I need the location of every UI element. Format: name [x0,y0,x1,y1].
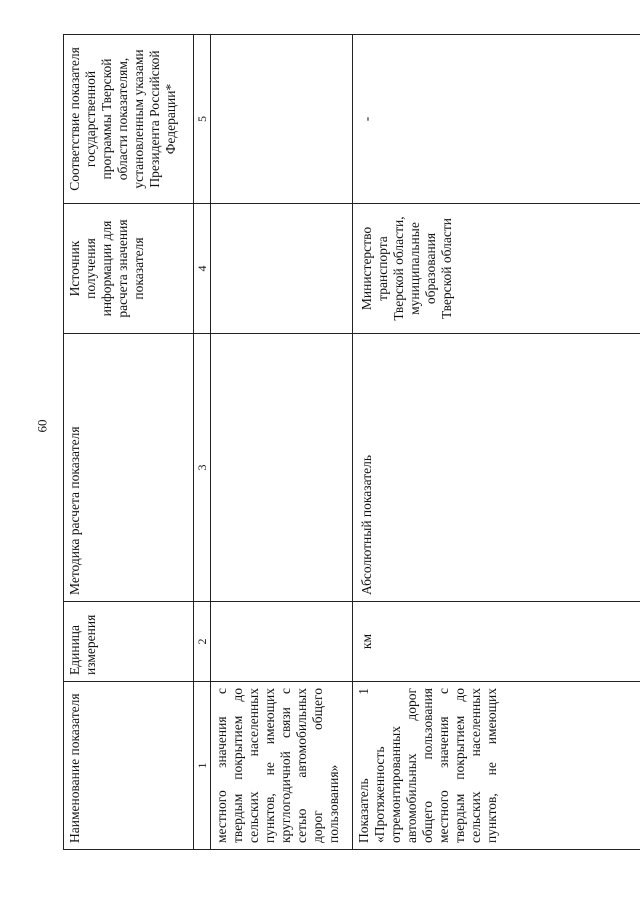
row-unit [211,602,353,682]
row-match [211,35,353,204]
column-number: 5 [194,35,211,204]
header-source: Источник получения информации для расчета значения показателя [64,204,194,334]
column-number: 4 [194,204,211,334]
row-indicator-name: Показатель 1 «Протяженность отремонтированных автомобильных дорог общего пользования местного значения с твердым покрытием до сельских населенных пунктов, не имеющих [353,682,640,850]
header-indicator-name: Наименование показателя [64,682,194,850]
row-method [211,334,353,602]
row-match: - [353,35,640,204]
row-indicator-name: местного значения с твердым покрытием до сельских населенных пунктов, не имеющих круглогодичной связи с сетью автомобильных дорог общего пользования» [211,682,353,850]
row-source [211,204,353,334]
indicator-table-sheet [63,35,640,850]
header-unit: Единица измерения [64,602,194,682]
column-number: 1 [194,682,211,850]
row-unit: км [353,602,640,682]
header-method: Методика расчета показателя [64,334,194,602]
row-source: Министерство транспорта Тверской области, муниципальные образования Тверской области [353,204,640,334]
page-number: 60 [34,419,50,433]
row-method: Абсолютный показатель [353,334,640,602]
column-number-row [194,35,211,850]
table-row [211,35,353,850]
header-match: Соответствие показателя государственной программы Тверской области показателям, установленным указами Президента Российской Федерации* [64,35,194,204]
column-number: 2 [194,602,211,682]
column-number: 3 [194,334,211,602]
indicator-table [63,34,640,850]
table-row [353,35,640,850]
table-header-row [64,35,194,850]
